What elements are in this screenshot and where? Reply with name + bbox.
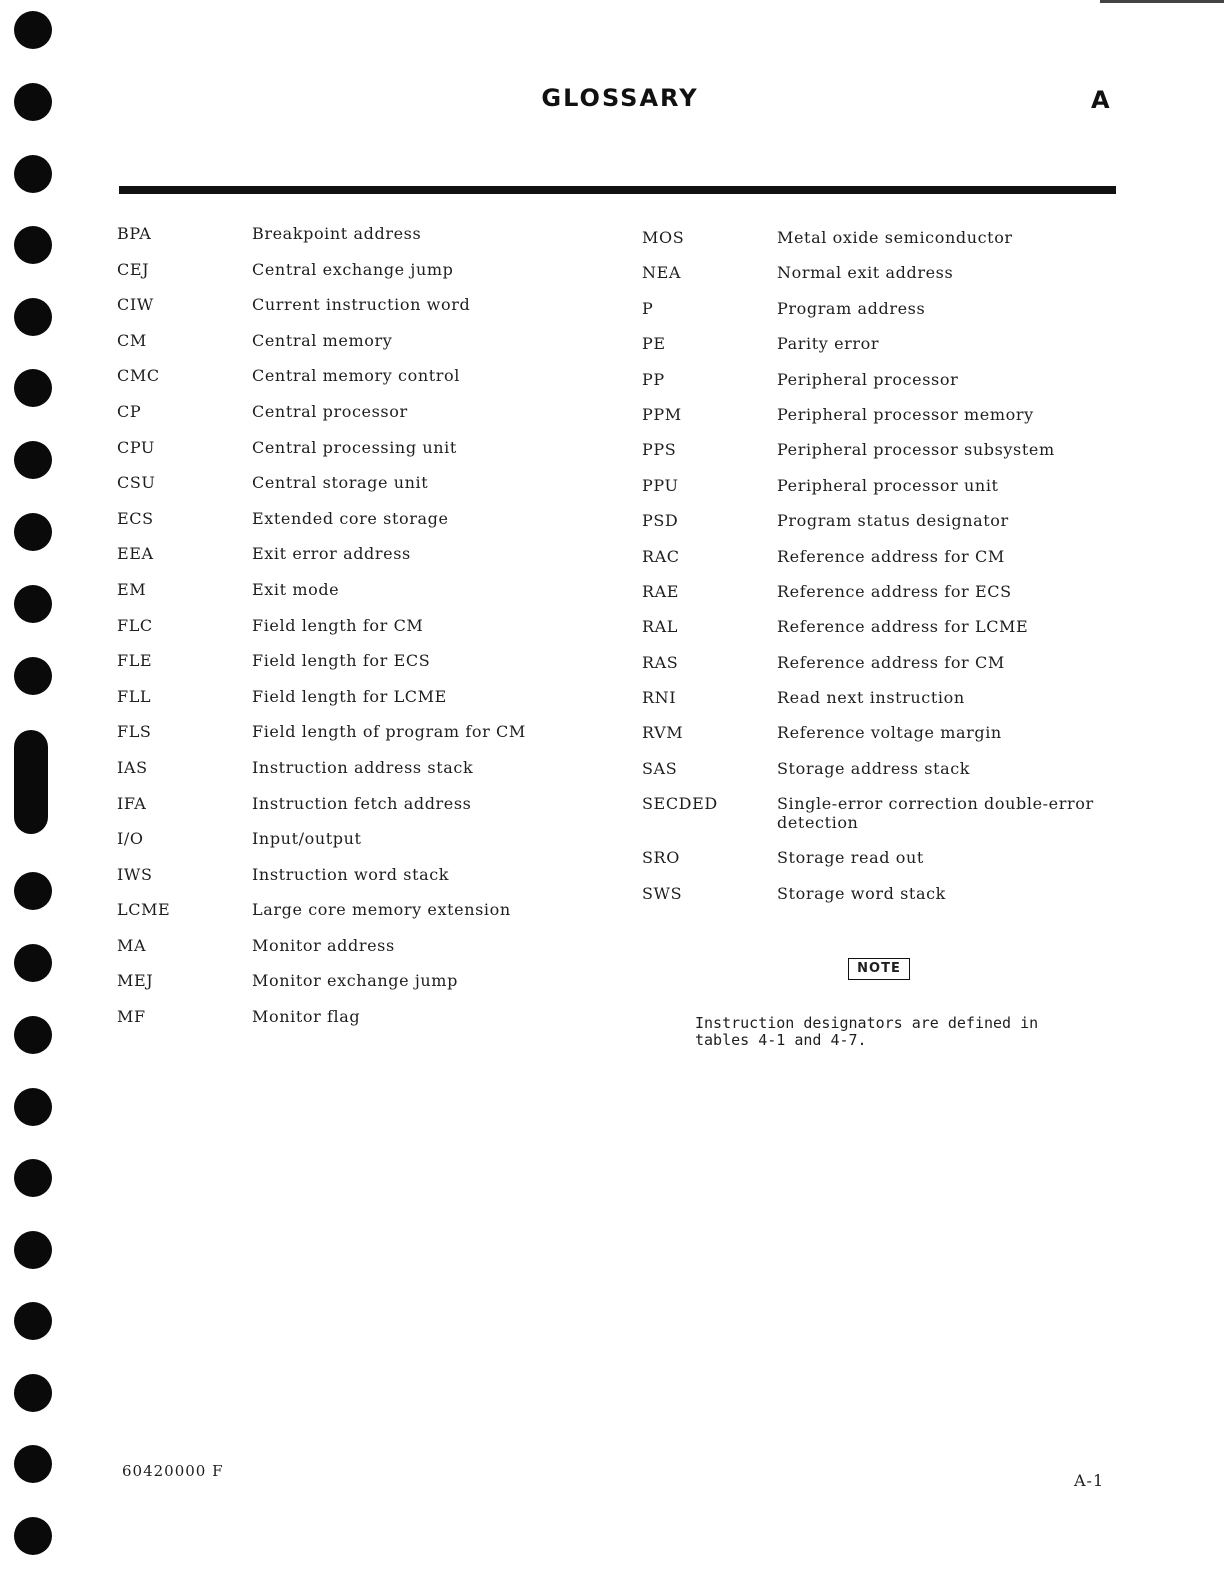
glossary-entry bbox=[117, 580, 617, 616]
punch-hole bbox=[14, 513, 52, 551]
glossary-entry bbox=[642, 299, 1142, 334]
glossary-entry bbox=[117, 794, 617, 830]
punch-hole bbox=[14, 872, 52, 910]
glossary-definition: Storage word stack bbox=[777, 883, 946, 903]
punch-hole bbox=[14, 730, 48, 834]
page-number: A-1 bbox=[1074, 1471, 1105, 1490]
glossary-entry bbox=[642, 547, 1142, 582]
glossary-entry bbox=[117, 865, 617, 901]
punch-hole bbox=[14, 1302, 52, 1340]
glossary-entry bbox=[117, 438, 617, 474]
header-rule bbox=[119, 186, 1116, 194]
glossary-entry bbox=[642, 617, 1142, 652]
glossary-entry bbox=[117, 829, 617, 865]
glossary-entry bbox=[117, 722, 617, 758]
glossary-entry bbox=[117, 687, 617, 723]
glossary-entry bbox=[117, 295, 617, 331]
glossary-definition: Field length for ECS bbox=[252, 651, 431, 671]
punch-hole bbox=[14, 1159, 52, 1197]
glossary-entry bbox=[642, 228, 1142, 263]
punch-hole bbox=[14, 1016, 52, 1054]
section-letter: A bbox=[1091, 86, 1110, 114]
glossary-abbreviation: SAS bbox=[642, 758, 678, 778]
glossary-abbreviation: FLL bbox=[117, 686, 152, 706]
punch-hole bbox=[14, 1517, 52, 1555]
glossary-entry bbox=[117, 509, 617, 545]
glossary-definition: Storage read out bbox=[777, 848, 924, 868]
glossary-abbreviation: RNI bbox=[642, 688, 677, 708]
glossary-definition: Normal exit address bbox=[777, 263, 954, 283]
glossary-definition: Peripheral processor unit bbox=[777, 475, 999, 495]
glossary-abbreviation: RAC bbox=[642, 546, 680, 566]
glossary-entry bbox=[642, 370, 1142, 405]
corner-rule bbox=[1100, 0, 1224, 3]
punch-hole bbox=[14, 298, 52, 336]
glossary-definition: Program address bbox=[777, 298, 926, 318]
glossary-entry bbox=[117, 758, 617, 794]
glossary-abbreviation: MOS bbox=[642, 228, 685, 247]
punch-hole bbox=[14, 1445, 52, 1483]
glossary-definition: Reference address for CM bbox=[777, 652, 1005, 672]
glossary-abbreviation: CPU bbox=[117, 437, 156, 457]
glossary-abbreviation: CEJ bbox=[117, 259, 150, 279]
glossary-abbreviation: SECDED bbox=[642, 794, 718, 814]
glossary-entry bbox=[642, 723, 1142, 758]
glossary-definition: Central processing unit bbox=[252, 437, 457, 457]
glossary-entry bbox=[117, 1007, 617, 1043]
note-text: Instruction designators are defined in tables 4-1 and 4-7. bbox=[695, 1014, 1039, 1049]
glossary-entry bbox=[642, 263, 1142, 298]
glossary-definition: Input/output bbox=[252, 829, 362, 849]
punch-hole bbox=[14, 369, 52, 407]
glossary-entry bbox=[117, 366, 617, 402]
punch-hole bbox=[14, 11, 52, 49]
glossary-definition: Reference address for LCME bbox=[777, 617, 1029, 637]
glossary-definition: Peripheral processor bbox=[777, 369, 959, 389]
document-number: 60420000 F bbox=[122, 1462, 224, 1480]
glossary-definition: Instruction word stack bbox=[252, 864, 450, 884]
note-label: NOTE bbox=[848, 958, 910, 980]
glossary-entry bbox=[642, 405, 1142, 440]
glossary-entry bbox=[117, 544, 617, 580]
glossary-abbreviation: P bbox=[642, 298, 654, 318]
punch-hole bbox=[14, 226, 52, 264]
glossary-entry bbox=[117, 616, 617, 652]
punch-hole bbox=[14, 1374, 52, 1412]
glossary-definition: Parity error bbox=[777, 334, 880, 354]
glossary-abbreviation: IWS bbox=[117, 864, 153, 884]
punch-hole bbox=[14, 1231, 52, 1269]
glossary-definition: Central memory bbox=[252, 330, 393, 350]
glossary-abbreviation: EM bbox=[117, 579, 147, 599]
page-title: GLOSSARY bbox=[541, 84, 699, 112]
glossary-entry bbox=[117, 936, 617, 972]
glossary-definition: Reference address for ECS bbox=[777, 581, 1012, 601]
punch-hole bbox=[14, 1088, 52, 1126]
glossary-abbreviation: IFA bbox=[117, 793, 147, 813]
glossary-entry bbox=[642, 334, 1142, 369]
glossary-definition: Central storage unit bbox=[252, 473, 429, 493]
glossary-definition: Reference voltage margin bbox=[777, 723, 1002, 743]
glossary-abbreviation: SRO bbox=[642, 848, 680, 868]
glossary-abbreviation: LCME bbox=[117, 900, 171, 920]
glossary-right-column bbox=[642, 228, 1142, 919]
glossary-entry bbox=[642, 884, 1142, 919]
glossary-definition: Single-error correction double-error detection bbox=[777, 794, 1094, 833]
glossary-abbreviation: PPM bbox=[642, 404, 682, 424]
glossary-abbreviation: RVM bbox=[642, 723, 684, 743]
glossary-entry bbox=[642, 794, 1142, 848]
glossary-definition: Read next instruction bbox=[777, 688, 965, 708]
glossary-abbreviation: PP bbox=[642, 369, 665, 389]
glossary-definition: Current instruction word bbox=[252, 295, 471, 315]
glossary-definition: Field length for LCME bbox=[252, 686, 447, 706]
glossary-abbreviation: SWS bbox=[642, 883, 683, 903]
glossary-definition: Instruction fetch address bbox=[252, 793, 472, 813]
glossary-entry bbox=[642, 688, 1142, 723]
glossary-definition: Extended core storage bbox=[252, 508, 449, 528]
punch-hole bbox=[14, 657, 52, 695]
glossary-definition: Program status designator bbox=[777, 511, 1009, 531]
glossary-abbreviation: I/O bbox=[117, 829, 144, 849]
glossary-definition: Field length of program for CM bbox=[252, 722, 526, 742]
glossary-abbreviation: NEA bbox=[642, 263, 682, 283]
punch-hole bbox=[14, 944, 52, 982]
glossary-abbreviation: FLE bbox=[117, 651, 153, 671]
glossary-definition: Peripheral processor subsystem bbox=[777, 440, 1055, 460]
glossary-abbreviation: RAS bbox=[642, 652, 679, 672]
glossary-abbreviation: MEJ bbox=[117, 971, 154, 991]
glossary-abbreviation: MA bbox=[117, 935, 147, 955]
glossary-definition: Instruction address stack bbox=[252, 757, 474, 777]
glossary-definition: Reference address for CM bbox=[777, 546, 1005, 566]
glossary-definition: Exit error address bbox=[252, 544, 411, 564]
glossary-definition: Central exchange jump bbox=[252, 259, 454, 279]
glossary-entry bbox=[117, 971, 617, 1007]
glossary-abbreviation: PSD bbox=[642, 511, 679, 531]
punch-hole bbox=[14, 441, 52, 479]
glossary-entry bbox=[117, 900, 617, 936]
glossary-abbreviation: RAL bbox=[642, 617, 679, 637]
glossary-definition: Breakpoint address bbox=[252, 224, 422, 243]
glossary-definition: Metal oxide semiconductor bbox=[777, 228, 1013, 247]
glossary-definition: Monitor address bbox=[252, 935, 395, 955]
glossary-entry bbox=[117, 402, 617, 438]
glossary-entry bbox=[117, 224, 617, 260]
glossary-abbreviation: CIW bbox=[117, 295, 154, 315]
glossary-definition: Central memory control bbox=[252, 366, 460, 386]
glossary-left-column bbox=[117, 224, 617, 1043]
glossary-entry bbox=[117, 331, 617, 367]
binder-holes bbox=[14, 0, 54, 1583]
glossary-definition: Large core memory extension bbox=[252, 900, 511, 920]
glossary-definition: Exit mode bbox=[252, 579, 340, 599]
glossary-abbreviation: PPS bbox=[642, 440, 677, 460]
glossary-entry bbox=[117, 260, 617, 296]
glossary-entry bbox=[117, 651, 617, 687]
glossary-abbreviation: CSU bbox=[117, 473, 156, 493]
glossary-definition: Field length for CM bbox=[252, 615, 424, 635]
glossary-entry bbox=[642, 476, 1142, 511]
glossary-definition: Storage address stack bbox=[777, 758, 971, 778]
glossary-abbreviation: CM bbox=[117, 330, 147, 350]
punch-hole bbox=[14, 155, 52, 193]
glossary-entry bbox=[642, 511, 1142, 546]
glossary-abbreviation: IAS bbox=[117, 757, 148, 777]
glossary-abbreviation: ECS bbox=[117, 508, 154, 528]
glossary-entry bbox=[117, 473, 617, 509]
glossary-entry bbox=[642, 582, 1142, 617]
glossary-entry bbox=[642, 759, 1142, 794]
glossary-abbreviation: MF bbox=[117, 1007, 146, 1027]
glossary-abbreviation: BPA bbox=[117, 224, 152, 243]
glossary-entry bbox=[642, 653, 1142, 688]
glossary-entry bbox=[642, 848, 1142, 883]
glossary-abbreviation: PPU bbox=[642, 475, 679, 495]
glossary-abbreviation: EEA bbox=[117, 544, 154, 564]
glossary-abbreviation: RAE bbox=[642, 581, 680, 601]
glossary-abbreviation: FLC bbox=[117, 615, 153, 635]
glossary-definition: Monitor flag bbox=[252, 1007, 361, 1027]
punch-hole bbox=[14, 585, 52, 623]
glossary-abbreviation: PE bbox=[642, 334, 666, 354]
glossary-definition: Central processor bbox=[252, 401, 408, 421]
glossary-entry bbox=[642, 440, 1142, 475]
glossary-abbreviation: CP bbox=[117, 401, 142, 421]
glossary-definition: Monitor exchange jump bbox=[252, 971, 458, 991]
glossary-abbreviation: FLS bbox=[117, 722, 152, 742]
glossary-abbreviation: CMC bbox=[117, 366, 160, 386]
glossary-definition: Peripheral processor memory bbox=[777, 404, 1034, 424]
